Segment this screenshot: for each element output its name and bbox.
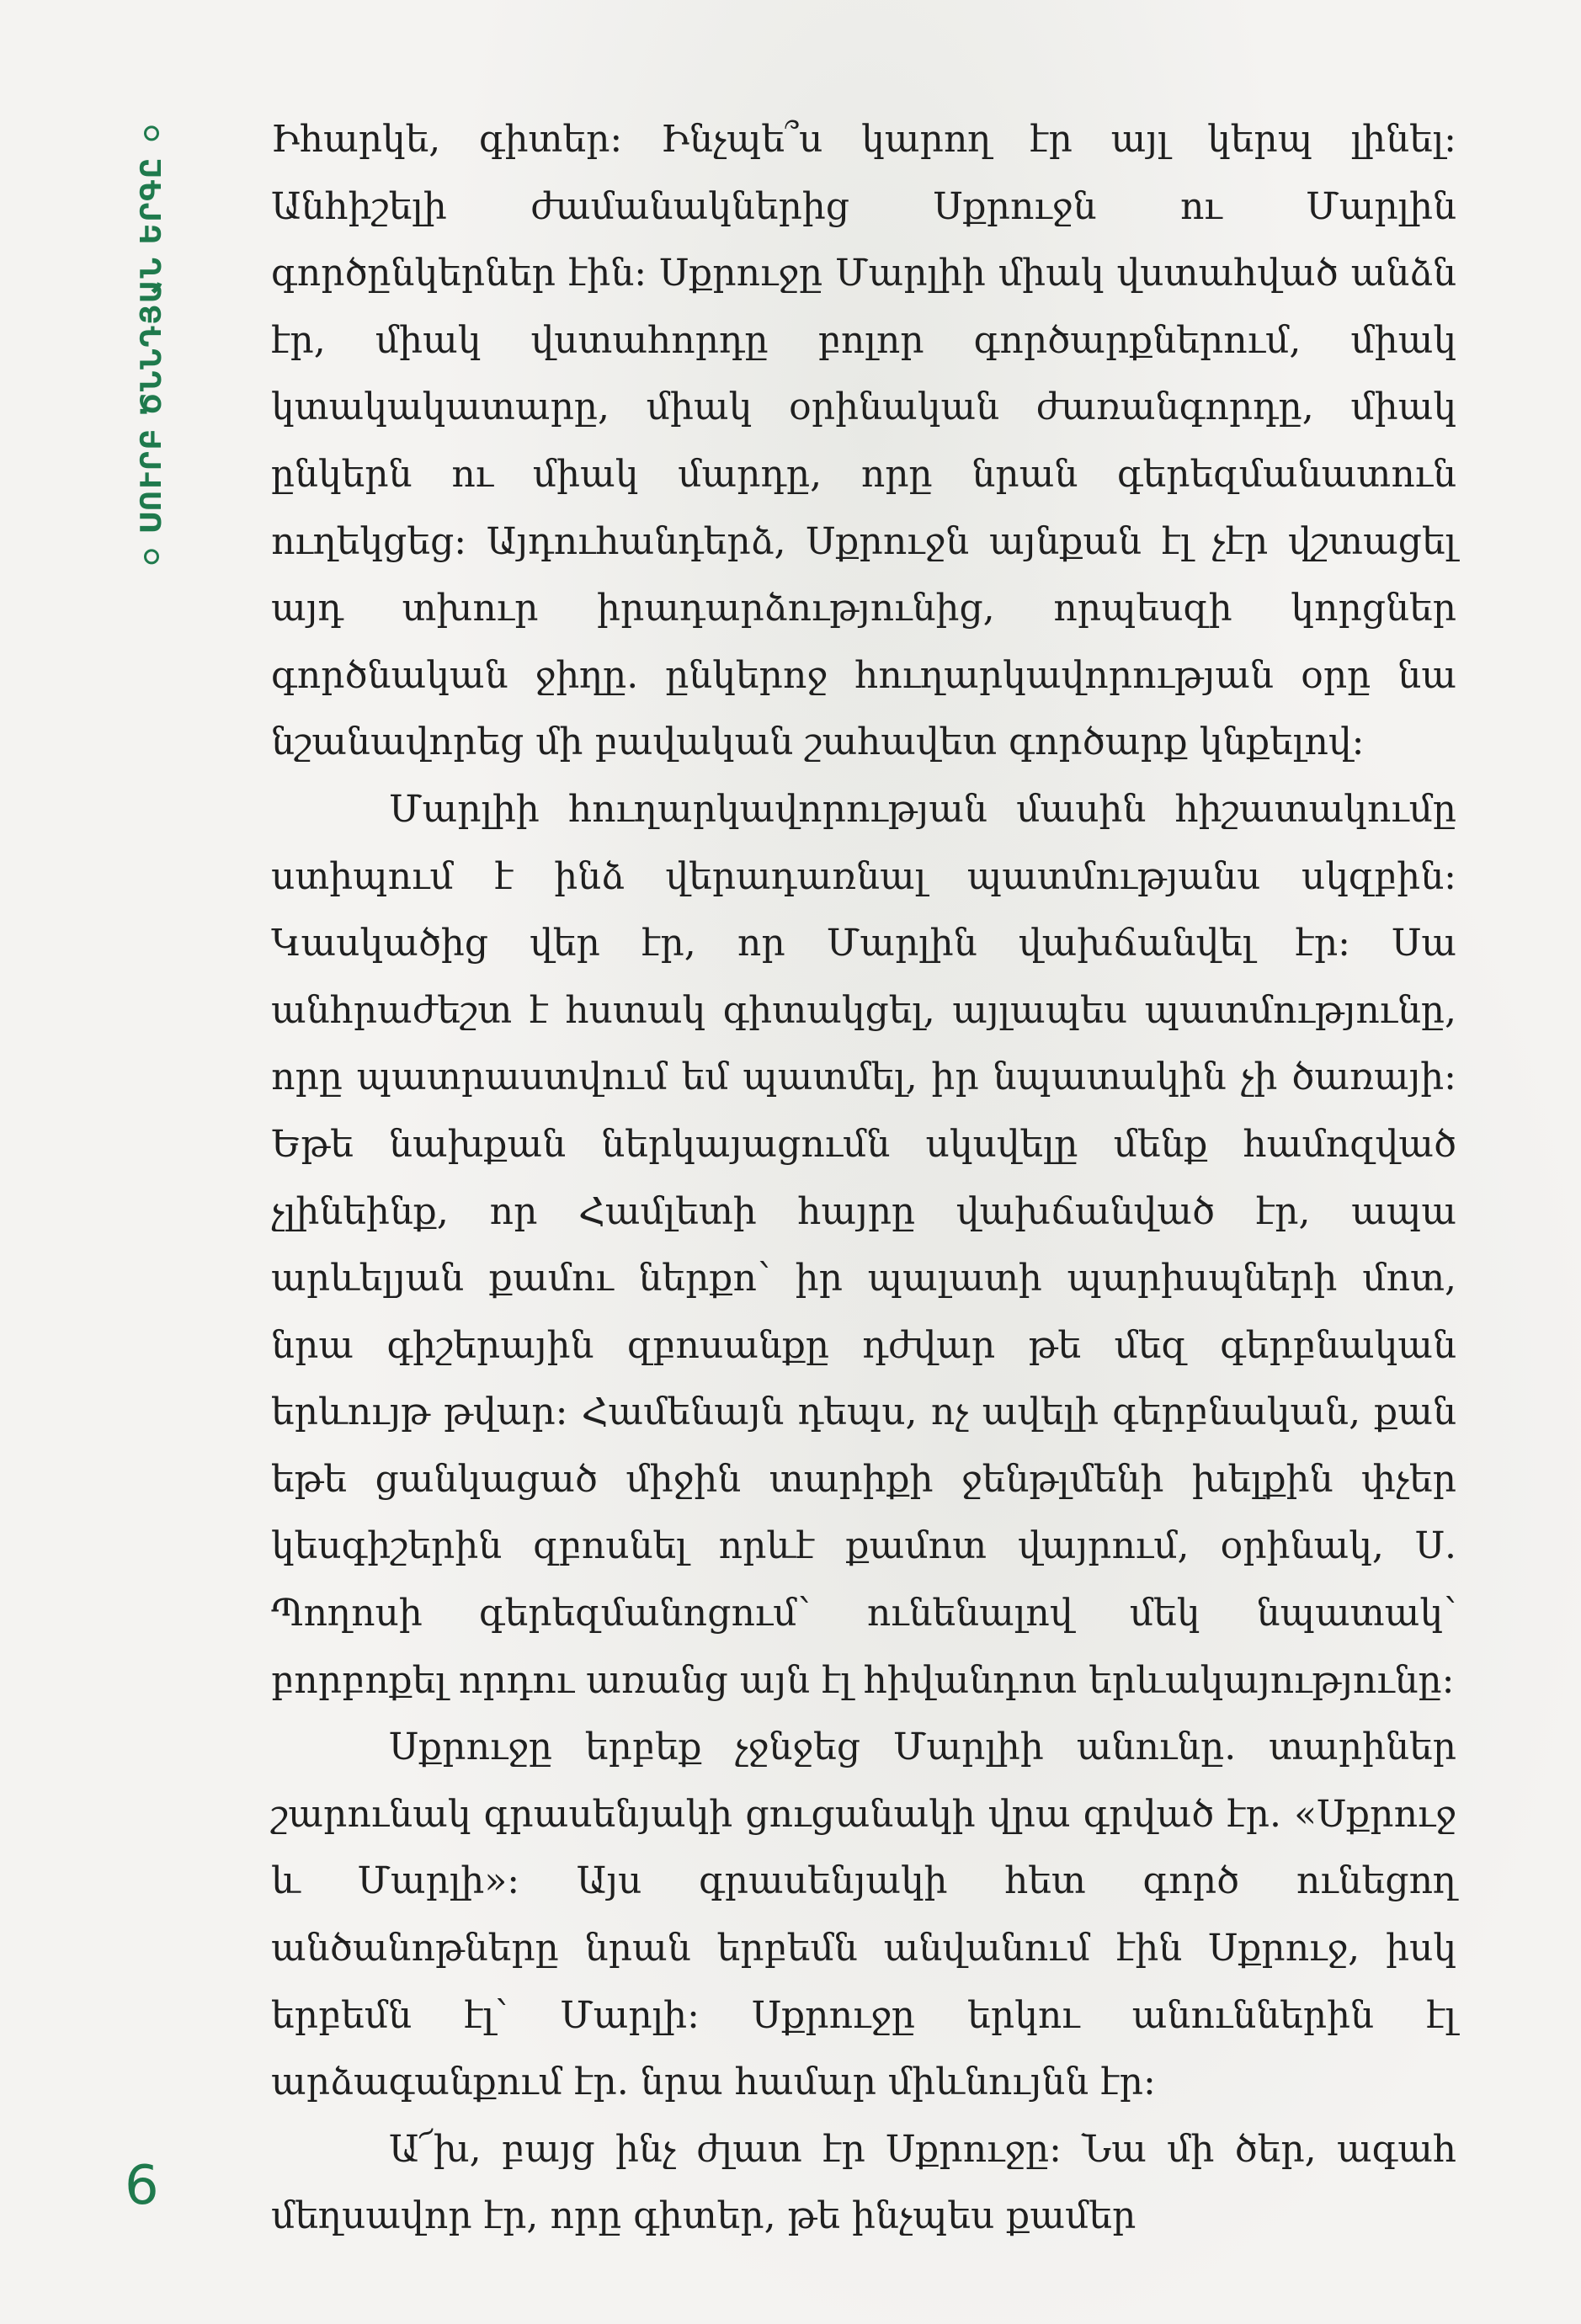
paragraph-3: Սքրուջը երբեք չջնջեց Մարլիի անունը. տարիներ շարունակ գրասենյակի ցուցանակի վրա գրված էր. «Սքրուջ և Մարլի»: Այս գրասենյակի հետ գործ ունեցող անծանոթները նրան երբեմն անվանում էին Սքրուջ, իսկ երբեմն էլ՝ Մարլի: Սքրուջը երկու անուններին էլ արձագանքում էր. նրա համար միևնույնն էր:: [271, 1726, 1456, 2104]
body-text: [271, 106, 1456, 2250]
running-head-text: ՍՈՒՐԲ ԾՆՆԴՅԱՆ ԵՐԳԸ: [135, 156, 168, 534]
running-head-sidebar: [126, 109, 177, 581]
paragraph-4: Ա՜խ, բայց ինչ ժլատ էր Սքրուջը: Նա մի ծեր, ագահ մեղսավոր էր, որը գիտեր, թե ինչպես քամեր: [271, 2127, 1456, 2238]
page-number: 6: [125, 2155, 159, 2217]
paragraph-2: Մարլիի հուղարկավորության մասին հիշատակումը ստիպում է ինձ վերադառնալ պատմությանս սկզբին: Կասկածից վեր էր, որ Մարլին վախճանվել էր: Սա անհրաժեշտ է հստակ գիտակցել, այլապես պատմությունը, որը պատրաստվում եմ պատմել, իր նպատակին չի ծառայի: Եթե նախքան ներկայացումն սկսվելը մենք համոզված չլինեինք, որ Համլետի հայրը վախճանված էր, ապա արևելյան քամու ներքո՝ իր պալատի պարիսպների մոտ, նրա գիշերային զբոսանքը դժվար թե մեզ գերբնական երևույթ թվար: Համենայն դեպս, ոչ ավելի գերբնական, քան եթե ցանկացած միջին տարիքի ջենթլմենի խելքին փչեր կեսգիշերին զբոսնել որևէ քամոտ վայրում, օրինակ, Ս. Պողոսի գերեզմանոցում՝ ունենալով մեկ նպատակ՝ բորբոքել որդու առանց այն էլ հիվանդոտ երևակայությունը:: [271, 787, 1456, 1702]
running-head: [135, 126, 168, 565]
ring-ornament-icon: [144, 126, 159, 141]
ring-ornament-icon: [144, 549, 159, 564]
paragraph-1: Իհարկե, գիտեր: Ինչպե՞ս կարող էր այլ կերպ լինել: Անհիշելի ժամանակներից Սքրուջն ու Մարլին գործընկերներ էին: Սքրուջը Մարլիի միակ վստահված անձն էր, միակ վստահորդը բոլոր գործարքներում, միակ կտակակատարը, միակ օրինական ժառանգորդը, միակ ընկերն ու միակ մարդը, որը նրան գերեզմանատուն ուղեկցեց: Այդուհանդերձ, Սքրուջն այնքան էլ չէր վշտացել այդ տխուր իրադարձությունից, որպեսզի կորցներ գործնական ջիղը. ընկերոջ հուղարկավորության օրը նա նշանավորեց մի բավական շահավետ գործարք կնքելով:: [271, 118, 1456, 764]
